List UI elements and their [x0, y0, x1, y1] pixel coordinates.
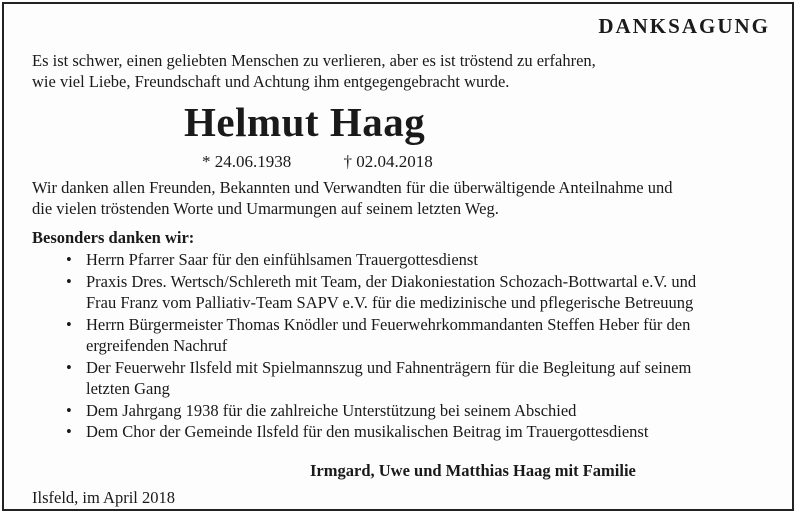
list-item-line: Herrn Pfarrer Saar für den einfühlsamen Trauergottesdienst — [86, 250, 478, 269]
special-thanks-list — [66, 249, 786, 443]
list-item — [66, 314, 786, 357]
list-item — [66, 421, 786, 443]
bullet-icon: • — [66, 422, 72, 441]
obituary-card — [2, 2, 794, 511]
bullet-icon: • — [66, 400, 72, 420]
bullet-icon: • — [66, 314, 72, 334]
birth-date: * 24.06.1938 — [202, 152, 292, 171]
list-item-line: Dem Chor der Gemeinde Ilsfeld für den musikalischen Beitrag im Trauergottesdienst — [86, 422, 649, 441]
list-item-line: Frau Franz vom Palliativ-Team SAPV e.V. für die medizinische und pflegerische Betreuung — [86, 293, 694, 312]
intro-line: Es ist schwer, einen geliebten Menschen zu verlieren, aber es ist tröstend zu erfahren, — [32, 51, 596, 70]
list-item-line: Der Feuerwehr Ilsfeld mit Spielmannszug und Fahnenträgern für die Begleitung auf seinem — [86, 357, 692, 377]
list-item — [66, 249, 786, 271]
life-dates — [202, 152, 433, 172]
thanks-text — [32, 177, 782, 219]
list-item-line: Dem Jahrgang 1938 für die zahlreiche Unterstützung bei seinem Abschied — [86, 400, 577, 420]
bullet-icon: • — [66, 357, 72, 377]
list-item-line: letzten Gang — [86, 379, 170, 398]
intro-line: wie viel Liebe, Freundschaft und Achtung ihm entgegengebracht wurde. — [32, 72, 510, 91]
list-item-line: Herrn Bürgermeister Thomas Knödler und Feuerwehrkommandanten Steffen Heber für den — [86, 314, 691, 334]
bullet-icon: • — [66, 250, 72, 269]
death-date: † 02.04.2018 — [343, 152, 433, 171]
list-item — [66, 357, 786, 400]
bullet-icon: • — [66, 271, 72, 291]
intro-text — [32, 50, 772, 92]
list-item-line: Praxis Dres. Wertsch/Schlereth mit Team, der Diakoniestation Schozach-Bottwartal e.V. und — [86, 271, 697, 291]
notice-heading: DANKSAGUNG — [598, 14, 770, 38]
deceased-name: Helmut Haag — [184, 99, 426, 145]
list-item-line: ergreifenden Nachruf — [86, 336, 228, 355]
signature: Irmgard, Uwe und Matthias Haag mit Familie — [310, 461, 636, 480]
thanks-line: Wir danken allen Freunden, Bekannten und Verwandten für die überwältigende Anteilnahme und — [32, 178, 673, 197]
place-date: Ilsfeld, im April 2018 — [32, 488, 175, 507]
special-thanks-title: Besonders danken wir: — [32, 228, 195, 247]
list-item — [66, 271, 786, 314]
thanks-line: die vielen tröstenden Worte und Umarmungen auf seinem letzten Weg. — [32, 199, 499, 218]
list-item — [66, 400, 786, 422]
